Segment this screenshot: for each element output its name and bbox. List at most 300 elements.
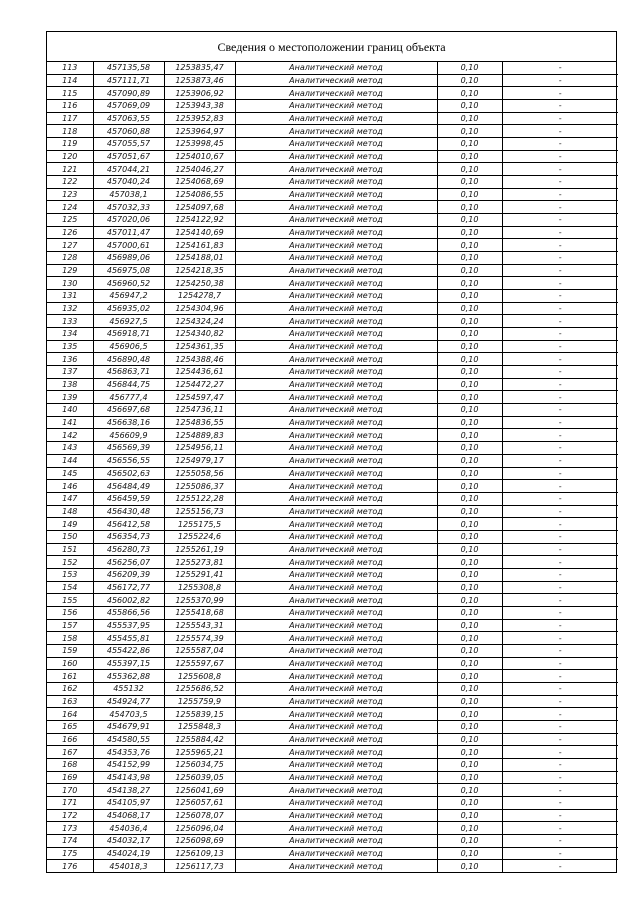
table-row (47, 150, 618, 163)
coordinate-x-cell: 456430,48 (93, 505, 164, 518)
method-cell: Аналитический метод (235, 188, 437, 201)
table-row (47, 277, 618, 290)
accuracy-cell: 0,10 (437, 708, 502, 721)
note-cell: - (502, 366, 618, 379)
method-cell: Аналитический метод (235, 518, 437, 531)
table-row (47, 366, 618, 379)
coordinate-y-cell: 1254324,24 (164, 315, 235, 328)
point-number-cell: 121 (47, 163, 93, 176)
table-row (47, 543, 618, 556)
point-number-cell: 162 (47, 682, 93, 695)
point-number-cell: 137 (47, 366, 93, 379)
coordinate-y-cell: 1253998,45 (164, 138, 235, 151)
table-row (47, 771, 618, 784)
coordinate-y-cell: 1255308,8 (164, 581, 235, 594)
coordinate-x-cell: 454703,5 (93, 708, 164, 721)
note-cell: - (502, 518, 618, 531)
table-row (47, 644, 618, 657)
note-cell: - (502, 834, 618, 847)
table-row (47, 467, 618, 480)
accuracy-cell: 0,10 (437, 378, 502, 391)
point-number-cell: 166 (47, 733, 93, 746)
method-cell: Аналитический метод (235, 708, 437, 721)
coordinate-y-cell: 1255759,9 (164, 695, 235, 708)
document-sheet (46, 31, 617, 873)
note-cell: - (502, 315, 618, 328)
coordinate-y-cell: 1256041,69 (164, 784, 235, 797)
note-cell: - (502, 632, 618, 645)
point-number-cell: 133 (47, 315, 93, 328)
point-number-cell: 163 (47, 695, 93, 708)
point-number-cell: 146 (47, 480, 93, 493)
accuracy-cell: 0,10 (437, 619, 502, 632)
coordinate-y-cell: 1255965,21 (164, 746, 235, 759)
coordinate-y-cell: 1255156,73 (164, 505, 235, 518)
note-cell: - (502, 302, 618, 315)
note-cell: - (502, 62, 618, 74)
table-row (47, 847, 618, 860)
table-row (47, 530, 618, 543)
note-cell: - (502, 264, 618, 277)
table-row (47, 74, 618, 87)
note-cell: - (502, 682, 618, 695)
method-cell: Аналитический метод (235, 581, 437, 594)
accuracy-cell: 0,10 (437, 758, 502, 771)
note-cell: - (502, 74, 618, 87)
coordinate-x-cell: 457038,1 (93, 188, 164, 201)
point-number-cell: 142 (47, 429, 93, 442)
coordinate-x-cell: 457111,71 (93, 74, 164, 87)
table-row (47, 62, 618, 74)
coordinate-y-cell: 1254122,92 (164, 214, 235, 227)
point-number-cell: 157 (47, 619, 93, 632)
note-cell: - (502, 746, 618, 759)
table-row (47, 404, 618, 417)
accuracy-cell: 0,10 (437, 695, 502, 708)
coordinate-x-cell: 456412,58 (93, 518, 164, 531)
point-number-cell: 159 (47, 644, 93, 657)
table-row (47, 302, 618, 315)
accuracy-cell: 0,10 (437, 847, 502, 860)
method-cell: Аналитический метод (235, 467, 437, 480)
coordinate-y-cell: 1254188,01 (164, 252, 235, 265)
accuracy-cell: 0,10 (437, 682, 502, 695)
point-number-cell: 174 (47, 834, 93, 847)
point-number-cell: 160 (47, 657, 93, 670)
point-number-cell: 154 (47, 581, 93, 594)
table-row (47, 796, 618, 809)
method-cell: Аналитический метод (235, 492, 437, 505)
point-number-cell: 131 (47, 290, 93, 303)
table-row (47, 632, 618, 645)
table-row (47, 125, 618, 138)
point-number-cell: 134 (47, 328, 93, 341)
table-row (47, 315, 618, 328)
note-cell: - (502, 644, 618, 657)
coordinate-x-cell: 456354,73 (93, 530, 164, 543)
accuracy-cell: 0,10 (437, 201, 502, 214)
table-row (47, 505, 618, 518)
table-row (47, 619, 618, 632)
note-cell: - (502, 720, 618, 733)
coordinate-y-cell: 1253943,38 (164, 100, 235, 113)
point-number-cell: 135 (47, 340, 93, 353)
method-cell: Аналитический метод (235, 505, 437, 518)
method-cell: Аналитический метод (235, 340, 437, 353)
table-row (47, 239, 618, 252)
point-number-cell: 168 (47, 758, 93, 771)
coordinate-x-cell: 457020,06 (93, 214, 164, 227)
point-number-cell: 170 (47, 784, 93, 797)
note-cell: - (502, 733, 618, 746)
accuracy-cell: 0,10 (437, 442, 502, 455)
point-number-cell: 149 (47, 518, 93, 531)
coordinate-x-cell: 456638,16 (93, 416, 164, 429)
coordinate-x-cell: 456975,08 (93, 264, 164, 277)
accuracy-cell: 0,10 (437, 264, 502, 277)
coordinate-y-cell: 1254889,83 (164, 429, 235, 442)
method-cell: Аналитический метод (235, 138, 437, 151)
table-row (47, 442, 618, 455)
coordinate-y-cell: 1255058,56 (164, 467, 235, 480)
note-cell: - (502, 416, 618, 429)
accuracy-cell: 0,10 (437, 467, 502, 480)
accuracy-cell: 0,10 (437, 112, 502, 125)
accuracy-cell: 0,10 (437, 518, 502, 531)
boundary-points-table (47, 62, 618, 872)
coordinate-y-cell: 1254097,68 (164, 201, 235, 214)
note-cell: - (502, 492, 618, 505)
point-number-cell: 148 (47, 505, 93, 518)
note-cell: - (502, 277, 618, 290)
point-number-cell: 118 (47, 125, 93, 138)
accuracy-cell: 0,10 (437, 771, 502, 784)
coordinate-x-cell: 456844,75 (93, 378, 164, 391)
coordinate-x-cell: 454036,4 (93, 822, 164, 835)
point-number-cell: 128 (47, 252, 93, 265)
coordinate-y-cell: 1254388,46 (164, 353, 235, 366)
accuracy-cell: 0,10 (437, 353, 502, 366)
coordinate-y-cell: 1253964,97 (164, 125, 235, 138)
table-row (47, 188, 618, 201)
accuracy-cell: 0,10 (437, 214, 502, 227)
note-cell: - (502, 758, 618, 771)
method-cell: Аналитический метод (235, 150, 437, 163)
point-number-cell: 140 (47, 404, 93, 417)
accuracy-cell: 0,10 (437, 429, 502, 442)
coordinate-y-cell: 1254218,35 (164, 264, 235, 277)
method-cell: Аналитический метод (235, 125, 437, 138)
coordinate-y-cell: 1255884,42 (164, 733, 235, 746)
table-row (47, 518, 618, 531)
coordinate-y-cell: 1254086,55 (164, 188, 235, 201)
point-number-cell: 169 (47, 771, 93, 784)
point-number-cell: 120 (47, 150, 93, 163)
method-cell: Аналитический метод (235, 619, 437, 632)
point-number-cell: 119 (47, 138, 93, 151)
point-number-cell: 124 (47, 201, 93, 214)
accuracy-cell: 0,10 (437, 416, 502, 429)
coordinate-y-cell: 1254340,82 (164, 328, 235, 341)
table-row (47, 416, 618, 429)
table-row (47, 733, 618, 746)
table-row (47, 594, 618, 607)
point-number-cell: 127 (47, 239, 93, 252)
coordinate-y-cell: 1255686,52 (164, 682, 235, 695)
accuracy-cell: 0,10 (437, 796, 502, 809)
note-cell: - (502, 176, 618, 189)
coordinate-x-cell: 455866,56 (93, 606, 164, 619)
accuracy-cell: 0,10 (437, 391, 502, 404)
method-cell: Аналитический метод (235, 594, 437, 607)
point-number-cell: 114 (47, 74, 93, 87)
accuracy-cell: 0,10 (437, 480, 502, 493)
coordinate-x-cell: 457044,21 (93, 163, 164, 176)
coordinate-y-cell: 1255418,68 (164, 606, 235, 619)
coordinate-x-cell: 457011,47 (93, 226, 164, 239)
note-cell: - (502, 657, 618, 670)
accuracy-cell: 0,10 (437, 492, 502, 505)
method-cell: Аналитический метод (235, 264, 437, 277)
table-row (47, 378, 618, 391)
method-cell: Аналитический метод (235, 758, 437, 771)
note-cell: - (502, 480, 618, 493)
note-cell: - (502, 505, 618, 518)
coordinate-y-cell: 1255839,15 (164, 708, 235, 721)
coordinate-x-cell: 454143,98 (93, 771, 164, 784)
note-cell: - (502, 822, 618, 835)
point-number-cell: 147 (47, 492, 93, 505)
note-cell: - (502, 87, 618, 100)
coordinate-x-cell: 455397,15 (93, 657, 164, 670)
method-cell: Аналитический метод (235, 822, 437, 835)
coordinate-x-cell: 454924,77 (93, 695, 164, 708)
accuracy-cell: 0,10 (437, 644, 502, 657)
method-cell: Аналитический метод (235, 720, 437, 733)
note-cell: - (502, 378, 618, 391)
coordinate-y-cell: 1255273,81 (164, 556, 235, 569)
coordinate-x-cell: 454024,19 (93, 847, 164, 860)
table-row (47, 353, 618, 366)
coordinate-x-cell: 457090,89 (93, 87, 164, 100)
point-number-cell: 141 (47, 416, 93, 429)
note-cell: - (502, 606, 618, 619)
note-cell: - (502, 429, 618, 442)
accuracy-cell: 0,10 (437, 784, 502, 797)
method-cell: Аналитический метод (235, 201, 437, 214)
table-row (47, 391, 618, 404)
coordinate-y-cell: 1255587,04 (164, 644, 235, 657)
point-number-cell: 167 (47, 746, 93, 759)
note-cell: - (502, 556, 618, 569)
table-row (47, 581, 618, 594)
table-row (47, 176, 618, 189)
coordinate-y-cell: 1254436,61 (164, 366, 235, 379)
accuracy-cell: 0,10 (437, 163, 502, 176)
note-cell: - (502, 771, 618, 784)
method-cell: Аналитический метод (235, 860, 437, 872)
accuracy-cell: 0,10 (437, 746, 502, 759)
method-cell: Аналитический метод (235, 733, 437, 746)
note-cell: - (502, 467, 618, 480)
method-cell: Аналитический метод (235, 239, 437, 252)
method-cell: Аналитический метод (235, 682, 437, 695)
table-row (47, 708, 618, 721)
accuracy-cell: 0,10 (437, 670, 502, 683)
table-row (47, 214, 618, 227)
coordinate-y-cell: 1254304,96 (164, 302, 235, 315)
point-number-cell: 173 (47, 822, 93, 835)
method-cell: Аналитический метод (235, 847, 437, 860)
coordinate-y-cell: 1254597,47 (164, 391, 235, 404)
accuracy-cell: 0,10 (437, 87, 502, 100)
table-row (47, 226, 618, 239)
point-number-cell: 171 (47, 796, 93, 809)
accuracy-cell: 0,10 (437, 74, 502, 87)
coordinate-y-cell: 1255291,41 (164, 568, 235, 581)
method-cell: Аналитический метод (235, 530, 437, 543)
accuracy-cell: 0,10 (437, 556, 502, 569)
coordinate-x-cell: 456502,63 (93, 467, 164, 480)
coordinate-y-cell: 1254472,27 (164, 378, 235, 391)
method-cell: Аналитический метод (235, 277, 437, 290)
method-cell: Аналитический метод (235, 454, 437, 467)
accuracy-cell: 0,10 (437, 302, 502, 315)
note-cell: - (502, 568, 618, 581)
method-cell: Аналитический метод (235, 834, 437, 847)
coordinate-x-cell: 454105,97 (93, 796, 164, 809)
accuracy-cell: 0,10 (437, 150, 502, 163)
coordinate-y-cell: 1254161,83 (164, 239, 235, 252)
coordinate-x-cell: 456890,48 (93, 353, 164, 366)
method-cell: Аналитический метод (235, 556, 437, 569)
table-row (47, 682, 618, 695)
table-row (47, 834, 618, 847)
coordinate-y-cell: 1253835,47 (164, 62, 235, 74)
coordinate-x-cell: 457055,57 (93, 138, 164, 151)
method-cell: Аналитический метод (235, 290, 437, 303)
method-cell: Аналитический метод (235, 112, 437, 125)
coordinate-y-cell: 1256117,73 (164, 860, 235, 872)
table-row (47, 201, 618, 214)
coordinate-y-cell: 1255574,39 (164, 632, 235, 645)
table-row (47, 758, 618, 771)
point-number-cell: 176 (47, 860, 93, 872)
note-cell: - (502, 391, 618, 404)
coordinate-y-cell: 1255608,8 (164, 670, 235, 683)
coordinate-x-cell: 455362,88 (93, 670, 164, 683)
coordinate-x-cell: 454152,99 (93, 758, 164, 771)
coordinate-x-cell: 455455,81 (93, 632, 164, 645)
coordinate-x-cell: 456947,2 (93, 290, 164, 303)
table-row (47, 252, 618, 265)
table-row (47, 670, 618, 683)
method-cell: Аналитический метод (235, 442, 437, 455)
coordinate-y-cell: 1253952,83 (164, 112, 235, 125)
coordinate-y-cell: 1255543,31 (164, 619, 235, 632)
accuracy-cell: 0,10 (437, 138, 502, 151)
coordinate-x-cell: 457060,88 (93, 125, 164, 138)
point-number-cell: 136 (47, 353, 93, 366)
coordinate-x-cell: 454679,91 (93, 720, 164, 733)
table-row (47, 695, 618, 708)
accuracy-cell: 0,10 (437, 657, 502, 670)
coordinate-y-cell: 1253906,92 (164, 87, 235, 100)
coordinate-y-cell: 1255848,3 (164, 720, 235, 733)
point-number-cell: 122 (47, 176, 93, 189)
point-number-cell: 150 (47, 530, 93, 543)
point-number-cell: 152 (47, 556, 93, 569)
accuracy-cell: 0,10 (437, 277, 502, 290)
accuracy-cell: 0,10 (437, 505, 502, 518)
table-row (47, 100, 618, 113)
method-cell: Аналитический метод (235, 74, 437, 87)
coordinate-x-cell: 454018,3 (93, 860, 164, 872)
coordinate-x-cell: 457135,58 (93, 62, 164, 74)
coordinate-x-cell: 457069,09 (93, 100, 164, 113)
point-number-cell: 175 (47, 847, 93, 860)
accuracy-cell: 0,10 (437, 720, 502, 733)
point-number-cell: 126 (47, 226, 93, 239)
coordinate-x-cell: 456556,55 (93, 454, 164, 467)
coordinate-y-cell: 1256078,07 (164, 809, 235, 822)
table-row (47, 822, 618, 835)
coordinate-x-cell: 456906,5 (93, 340, 164, 353)
coordinate-y-cell: 1256109,13 (164, 847, 235, 860)
note-cell: - (502, 404, 618, 417)
note-cell: - (502, 784, 618, 797)
table-row (47, 87, 618, 100)
accuracy-cell: 0,10 (437, 290, 502, 303)
method-cell: Аналитический метод (235, 378, 437, 391)
point-number-cell: 143 (47, 442, 93, 455)
method-cell: Аналитический метод (235, 746, 437, 759)
coordinate-x-cell: 454138,27 (93, 784, 164, 797)
accuracy-cell: 0,10 (437, 568, 502, 581)
method-cell: Аналитический метод (235, 87, 437, 100)
accuracy-cell: 0,10 (437, 530, 502, 543)
table-row (47, 264, 618, 277)
accuracy-cell: 0,10 (437, 404, 502, 417)
method-cell: Аналитический метод (235, 543, 437, 556)
accuracy-cell: 0,10 (437, 226, 502, 239)
method-cell: Аналитический метод (235, 252, 437, 265)
note-cell: - (502, 708, 618, 721)
point-number-cell: 125 (47, 214, 93, 227)
method-cell: Аналитический метод (235, 100, 437, 113)
coordinate-y-cell: 1254361,35 (164, 340, 235, 353)
table-row (47, 290, 618, 303)
point-number-cell: 117 (47, 112, 93, 125)
method-cell: Аналитический метод (235, 353, 437, 366)
point-number-cell: 156 (47, 606, 93, 619)
coordinate-y-cell: 1254736,11 (164, 404, 235, 417)
method-cell: Аналитический метод (235, 670, 437, 683)
note-cell: - (502, 847, 618, 860)
point-number-cell: 164 (47, 708, 93, 721)
method-cell: Аналитический метод (235, 429, 437, 442)
point-number-cell: 158 (47, 632, 93, 645)
accuracy-cell: 0,10 (437, 62, 502, 74)
table-row (47, 454, 618, 467)
note-cell: - (502, 328, 618, 341)
accuracy-cell: 0,10 (437, 454, 502, 467)
accuracy-cell: 0,10 (437, 733, 502, 746)
table-row (47, 657, 618, 670)
accuracy-cell: 0,10 (437, 834, 502, 847)
method-cell: Аналитический метод (235, 771, 437, 784)
note-cell: - (502, 530, 618, 543)
